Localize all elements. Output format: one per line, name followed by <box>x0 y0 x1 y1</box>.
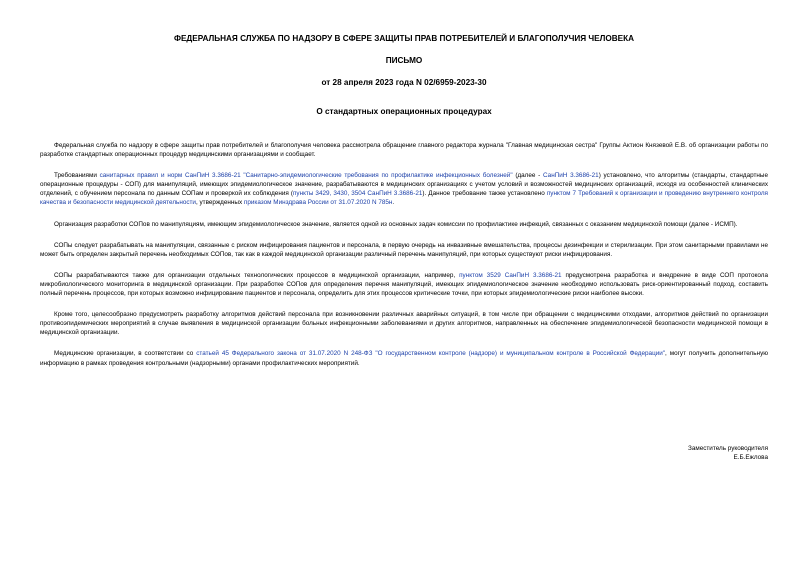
link-federal-law-248fz[interactable]: статьей 45 Федерального закона от 31.07.2020 N 248-ФЗ "О государственном контроле (надзоре) и муниципальном контроле в Российской Федерации" <box>196 350 666 358</box>
document-type: ПИСЬМО <box>385 56 423 65</box>
paragraph-7 <box>40 349 768 367</box>
paragraph-2 <box>40 171 768 207</box>
paragraph-3: Организация разработки СОПов по манипуляциям, имеющим эпидемиологическое значение, является одной из основных задач комиссии по профилактике инфекций, связанных с оказанием медицинской помощи (далее - ИСМП). <box>54 220 738 228</box>
paragraph-6: Кроме того, целесообразно предусмотреть разработку алгоритмов действий персонала при возникновении различных аварийных ситуаций, в том числе при обращении с медицинскими отходами, алгоритмов действий по организации противоэпидемических мероприятий в случае выявления в медицинской организации больных инфекционными заболеваниями и других алгоритмов, направленных на обеспечение эпидемиологической безопасности медицинской помощи в медицинской организации. <box>40 311 768 337</box>
paragraph-2-text-1: Требованиями <box>54 172 100 180</box>
paragraph-7-text-1: Медицинские организации, в соответствии со <box>54 350 197 358</box>
paragraph-7-text-2: , могут получить дополнительную информацию в рамках проведения контрольными (надзорными) органами профилактических мероприятий. <box>40 350 768 367</box>
paragraph-2-text-4: ). Данное требование также установлено <box>422 190 547 198</box>
document-date-number: от 28 апреля 2023 года N 02/6959-2023-30 <box>321 78 487 87</box>
link-sanpin-point-3529[interactable]: пунктом 3529 СанПиН 3.3686-21 <box>459 271 562 279</box>
paragraph-5-text-2: предусмотрена разработка и внедрение в виде СОП протокола микробиологического мониторинга в медицинской организации. При разработке СОПов для определения перечня манипуляций, имеющих эпидемиологическое значение необходимо использовать риск-ориентированный подход, составить полный перечень процессов, при которых возможно инфицирование пациентов и персонала, определить для этих процессов критические точки, при которых эпидемиологические риски наиболее высоки. <box>40 271 768 298</box>
paragraph-2-text-5: , утвержденных <box>195 199 244 207</box>
paragraph-5 <box>40 271 768 298</box>
link-requirements-point-7[interactable]: пунктом 7 Требований к организации и проведению внутреннего контроля качества и безопасности медицинской деятельности <box>40 190 768 207</box>
link-sanpin-short[interactable]: СанПиН 3.3686-21 <box>543 172 599 180</box>
paragraph-4: СОПы следует разрабатывать на манипуляции, связанные с риском инфицирования пациентов и персонала, в первую очередь на инвазивные вмешательства, процессы дезинфекции и стерилизации. При этом санитарными правилами не может быть определен закрытый перечень необходимых СОПов, так как в каждой медицинской организации различный перечень манипуляций, при которых существуют риски инфицирования. <box>40 241 768 258</box>
paragraph-2-text-6: . <box>392 199 395 207</box>
link-sanpin-3686-21[interactable]: санитарных правил и норм СанПиН 3.3686-21 "Санитарно-эпидемиологические требования по профилактике инфекционных болезней" <box>99 172 513 180</box>
signature-block <box>688 444 768 462</box>
paragraph-5-text-1: СОПы разрабатываются также для организации отдельных технологических процессов в медицинской организации, например, <box>54 271 460 279</box>
signature-name: Е.Б.Ежлова <box>733 454 768 462</box>
document-page <box>40 34 769 462</box>
paragraph-1: Федеральная служба по надзору в сфере защиты прав потребителей и благополучия человека рассмотрела обращение главного редактора журнала "Главная медицинская сестра" Группы Актион Князевой Е.В. об организации работы по разработке стандартных операционных процедур медицинскими организациями и сообщает. <box>40 142 768 159</box>
paragraph-2-text-2: (далее - <box>512 172 544 180</box>
paragraph-2-text-3: ) установлено, что алгоритмы (стандарты, стандартные операционные процедуры - СОП) для манипуляций, имеющих эпидемиологическое значение, разрабатываются в медицинских организациях с учетом условий и возможностей медицинских организаций, исходя из особенностей клинических отделений, с обучением персонала по данным СОПам и проверкой их соблюдения ( <box>40 172 769 198</box>
agency-title: ФЕДЕРАЛЬНАЯ СЛУЖБА ПО НАДЗОРУ В СФЕРЕ ЗАЩИТЫ ПРАВ ПОТРЕБИТЕЛЕЙ И БЛАГОПОЛУЧИЯ ЧЕЛОВЕКА <box>173 34 635 43</box>
link-sanpin-points-3429[interactable]: пункты 3429, 3430, 3504 СанПиН 3.3686-21 <box>292 190 423 198</box>
link-minzdrav-order-785n[interactable]: приказом Минздрава России от 31.07.2020 N 785н <box>243 199 393 207</box>
document-subject: О стандартных операционных процедурах <box>316 107 492 116</box>
signature-position: Заместитель руководителя <box>687 445 768 452</box>
